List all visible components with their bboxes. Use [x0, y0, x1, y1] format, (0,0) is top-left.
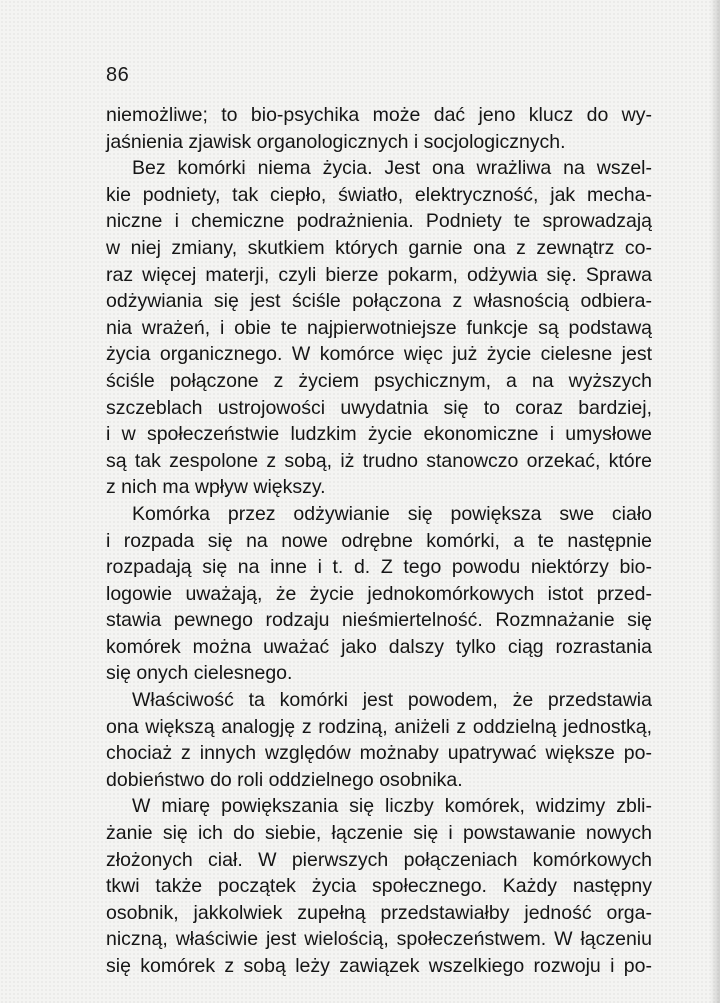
text-line: stawia pewnego rodzaju nieśmiertelność. Rozmnażanie się [106, 609, 652, 632]
text-line: niczne i chemiczne podrażnienia. Podniety te sprowadzają [106, 210, 652, 233]
text-line: złożonych ciał. W pierwszych połączeniach komórkowych [106, 848, 652, 871]
text-line: ściśle połączone z życiem psychicznym, a na wyższych [106, 369, 652, 392]
text-line: Właściwość ta komórki jest powodem, że przedstawia [132, 689, 652, 712]
text-line: osobnik, jakkolwiek zupełną przedstawiałby jedność orga- [106, 901, 652, 924]
text-line: i w społeczeństwie ludzkim życie ekonomiczne i umysłowe [106, 423, 652, 446]
text-line: Komórka przez odżywianie się powiększa swe ciało [132, 502, 652, 525]
text-line: tkwi także początek życia społecznego. Każdy następny [106, 875, 652, 898]
text-line: w niej zmiany, skutkiem których garnie ona z zewnątrz co- [106, 236, 652, 259]
text-line: rozpadają się na inne i t. d. Z tego powodu niektórzy bio- [106, 556, 652, 579]
text-line: ona większą analogję z rodziną, aniżeli z oddzielną jednostką, [106, 715, 652, 738]
body-text [106, 102, 652, 980]
text-line: się komórek z sobą leży zawiązek wszelkiego rozwoju i po- [106, 955, 652, 977]
page-number: 86 [106, 64, 130, 86]
text-line: odżywiania się jest ściśle połączona z własnością odbiera- [106, 290, 652, 313]
text-line: i rozpada się na nowe odrębne komórki, a te następnie [106, 529, 652, 552]
text-line: nia wrażeń, i obie te najpierwotniejsze funkcje są podstawą [106, 316, 652, 339]
text-line: chociaż z innych względów możnaby upatrywać większe po- [106, 742, 652, 765]
text-line: logowie uważają, że życie jednokomórkowych istot przed- [106, 582, 652, 605]
text-line: szczeblach ustrojowości uwydatnia się to coraz bardziej, [106, 396, 652, 419]
text-line: niczną, właściwie jest wielością, społeczeństwem. W łączeniu [106, 928, 652, 951]
text-line: jaśnienia zjawisk organologicznych i socjologicznych. [106, 130, 566, 153]
text-line: dobieństwo do roli oddzielnego osobnika. [106, 768, 463, 791]
text-line: życia organicznego. W komórce więc już życie cielesne jest [106, 343, 652, 366]
text-line: się onych cielesnego. [106, 662, 293, 685]
text-line: żanie się ich do siebie, łączenie się i powstawanie nowych [106, 822, 652, 845]
text-line: W miarę powiększania się liczby komórek, widzimy zbli- [132, 795, 652, 818]
text-line: raz więcej materji, czyli bierze pokarm, odżywia się. Sprawa [106, 263, 652, 286]
text-line: Bez komórki niema życia. Jest ona wrażliwa na wszel- [132, 157, 652, 180]
page-edge-shadow [710, 0, 720, 1003]
text-line: komórek można uważać jako dalszy tylko ciąg rozrastania [106, 635, 652, 658]
text-line: z nich ma wpływ większy. [106, 476, 326, 499]
text-line: są tak zespolone z sobą, iż trudno stanowczo orzekać, które [106, 449, 652, 472]
text-line: niemożliwe; to bio-psychika może dać jeno klucz do wy- [106, 104, 652, 126]
text-line: kie podniety, tak ciepło, światło, elektryczność, jak mecha- [106, 183, 652, 206]
